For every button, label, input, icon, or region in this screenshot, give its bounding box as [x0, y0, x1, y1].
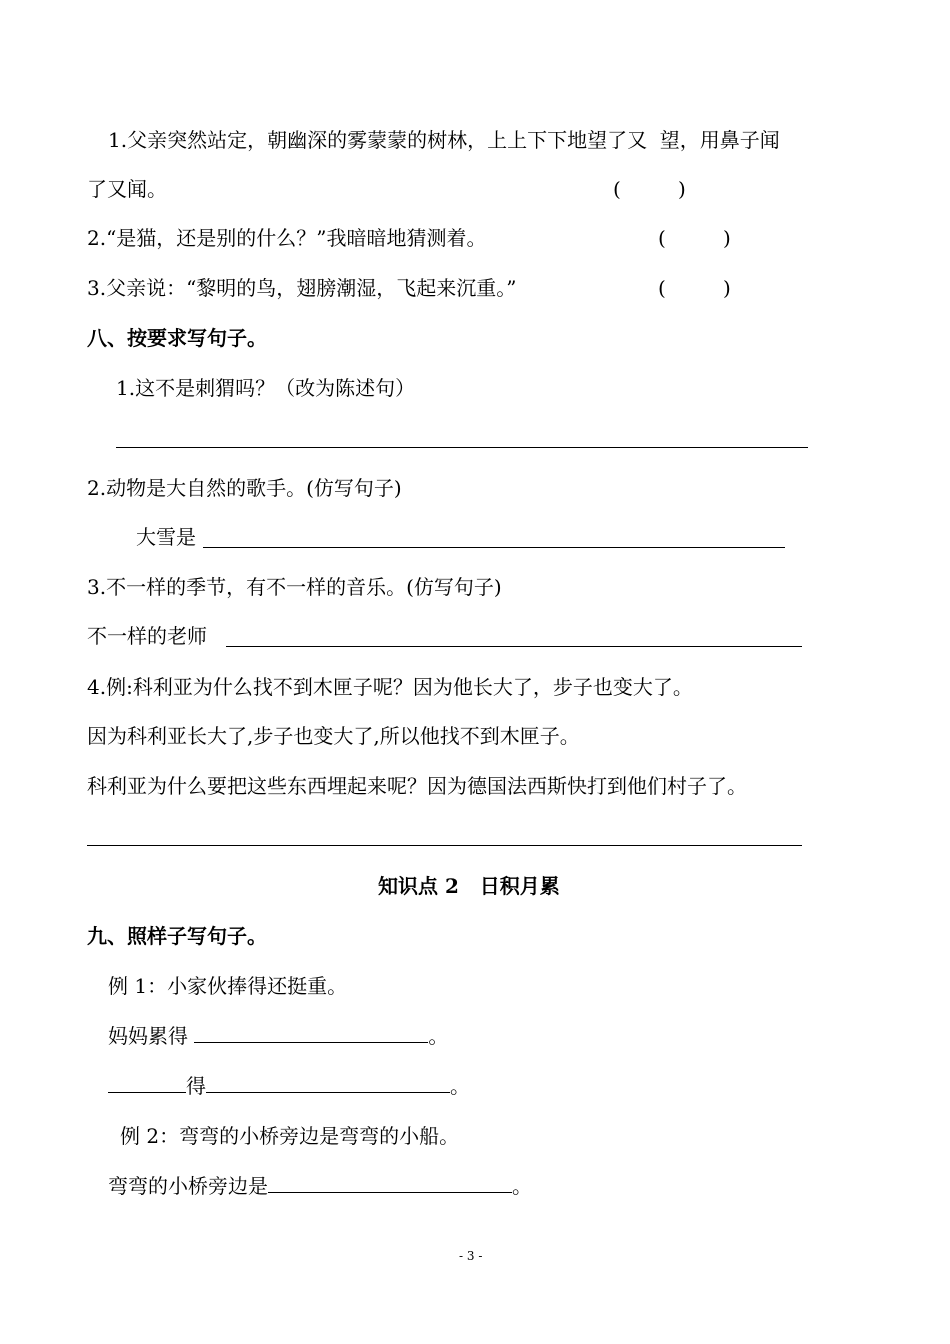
q9-line1-blank[interactable] — [194, 1022, 428, 1043]
page-number: - 3 - — [459, 1249, 483, 1263]
q9-line1 — [108, 1022, 448, 1050]
q7-item3-answer-paren[interactable]: ( ) — [658, 276, 731, 300]
q8-item4-example-answer: 因为科利亚长大了,步子也变大了,所以他找不到木匣子。 — [87, 724, 580, 748]
q9-line2-blank-b[interactable] — [206, 1072, 450, 1093]
q8-item4-task: 科利亚为什么要把这些东西埋起来呢？因为德国法西斯快打到他们村子了。 — [87, 774, 747, 798]
q9-line2-middle: 得 — [186, 1074, 206, 1098]
q8-item3: 3.不一样的季节，有不一样的音乐。(仿写句子) — [87, 575, 502, 599]
q7-item1-answer-paren[interactable]: ( ) — [613, 177, 686, 201]
q8-item1: 1.这不是刺猬吗？（改为陈述句） — [116, 376, 416, 400]
q9-line3 — [108, 1172, 532, 1200]
q7-item2-answer-paren[interactable]: ( ) — [658, 226, 731, 250]
q8-item2-prefix: 大雪是 — [136, 525, 196, 549]
q9-line3-blank[interactable] — [268, 1172, 512, 1193]
q9-example2: 例 2：弯弯的小桥旁边是弯弯的小船。 — [120, 1124, 460, 1148]
q9-line2 — [108, 1072, 470, 1100]
q7-item3: 3.父亲说：“黎明的鸟，翅膀潮湿，飞起来沉重。” — [87, 276, 517, 300]
q9-heading: 九、照样子写句子。 — [87, 924, 267, 948]
q7-item2: 2.“是猫，还是别的什么？”我暗暗地猜测着。 — [87, 226, 487, 250]
q9-line3-end: 。 — [512, 1174, 532, 1198]
q8-item3-prefix: 不一样的老师 — [87, 624, 207, 648]
q8-item1-answer-line[interactable] — [116, 447, 808, 448]
q9-line2-end: 。 — [450, 1074, 470, 1098]
q8-heading: 八、按要求写句子。 — [87, 326, 267, 350]
q8-item2-answer-line[interactable] — [203, 547, 785, 548]
q7-item1-line1: 1.父亲突然站定，朝幽深的雾蒙蒙的树林，上上下下地望了又 望，用鼻子闻 — [108, 128, 780, 152]
q8-item3-answer-line[interactable] — [226, 646, 802, 647]
q7-item1-line2: 了又闻。 — [87, 177, 167, 201]
q9-line3-prefix: 弯弯的小桥旁边是 — [108, 1174, 268, 1198]
q9-line1-end: 。 — [428, 1024, 449, 1048]
q8-item4-example-question: 4.例:科利亚为什么找不到木匣子呢？因为他长大了，步子也变大了。 — [87, 675, 693, 699]
q8-item2: 2.动物是大自然的歌手。(仿写句子) — [87, 476, 402, 500]
q8-item4-answer-line[interactable] — [87, 845, 802, 846]
section-title: 知识点 2 日积月累 — [378, 874, 560, 898]
q9-line1-prefix: 妈妈累得 — [108, 1024, 195, 1048]
q9-line2-blank-a[interactable] — [108, 1072, 186, 1093]
q9-example1: 例 1：小家伙捧得还挺重。 — [108, 974, 348, 998]
